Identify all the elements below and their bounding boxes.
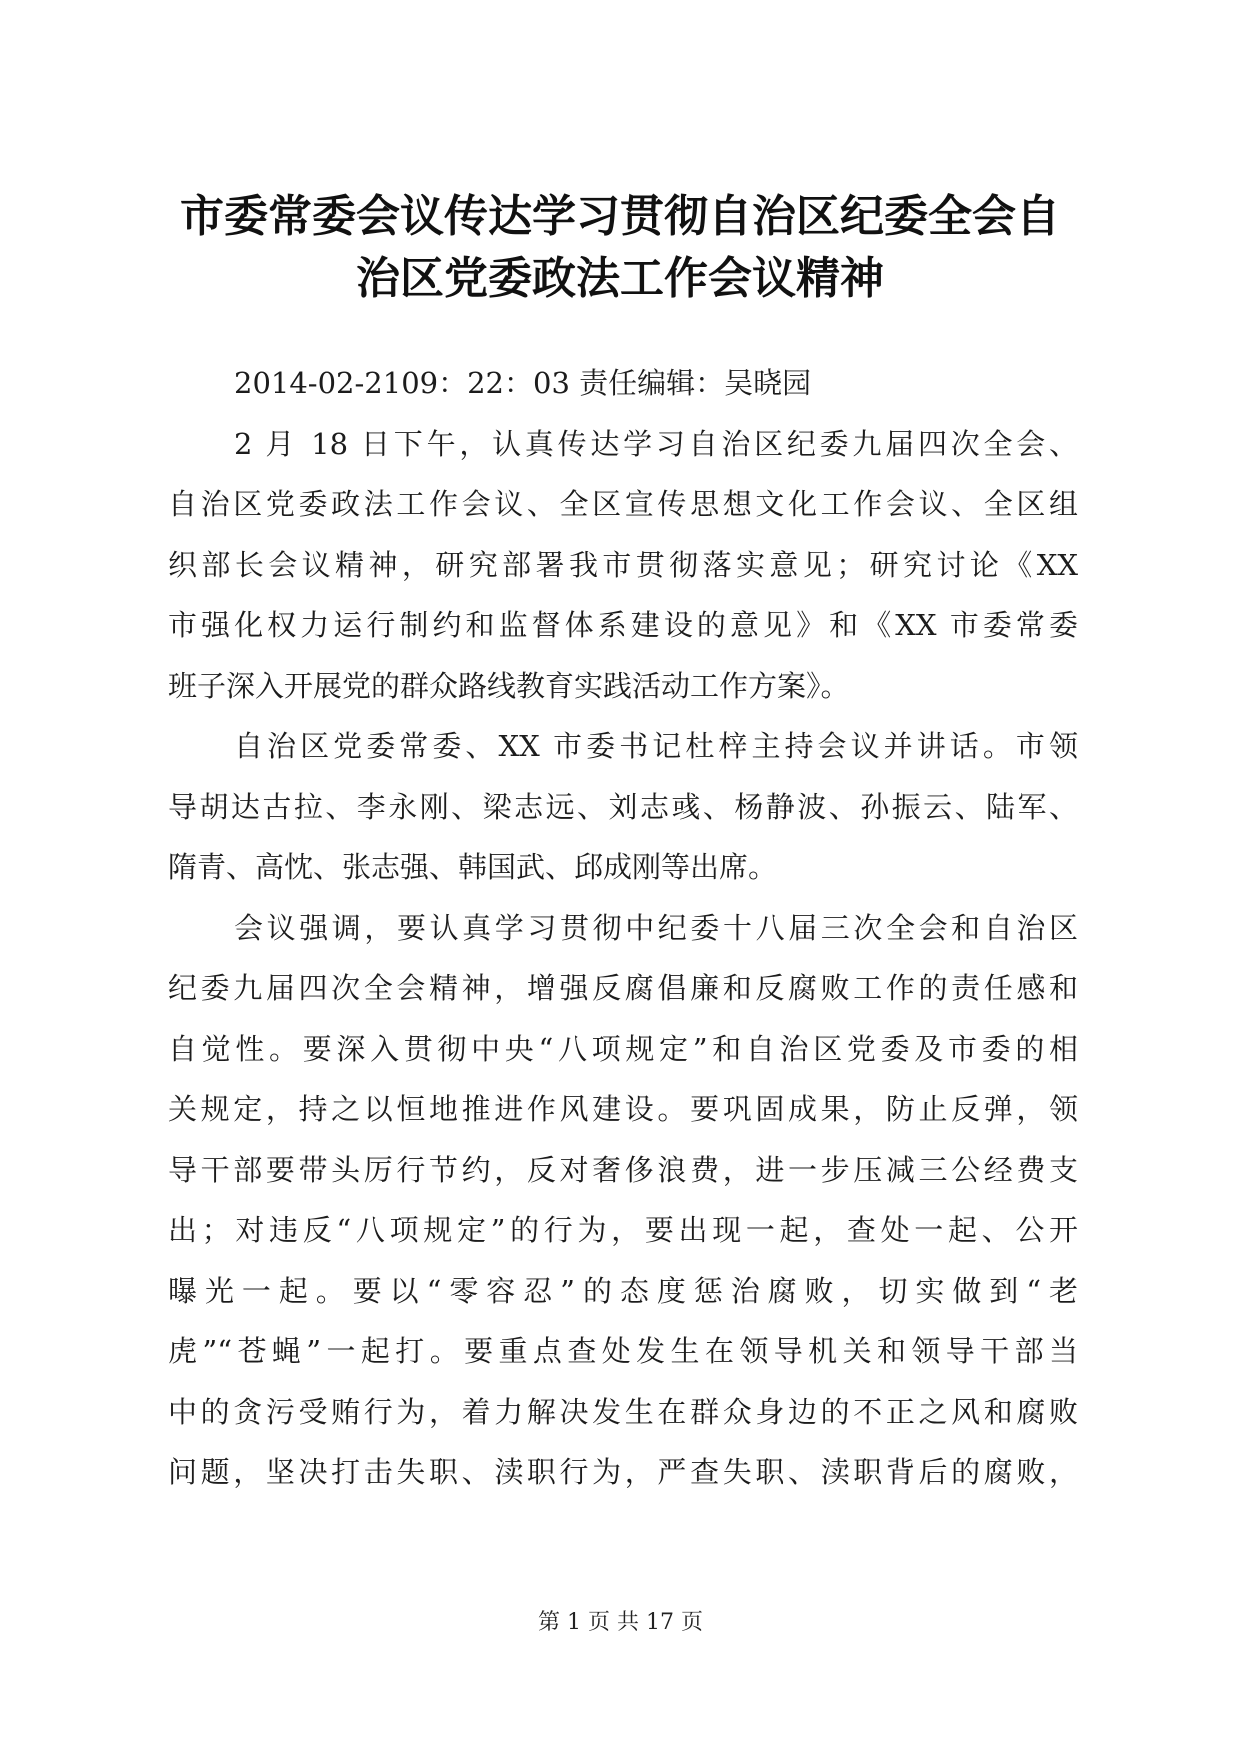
paragraph-line: 2 月 18 日下午，认真传达学习自治区纪委九届四次全会、 <box>234 426 1078 461</box>
paragraph-line: 隋青、高忱、张志强、韩国武、邱成刚等出席。 <box>168 850 778 884</box>
document-body <box>168 353 1078 1503</box>
paragraph-line: 会议强调，要认真学习贯彻中纪委十八届三次全会和自治区 <box>234 910 1078 945</box>
paragraph-line: 导干部要带头厉行节约，反对奢侈浪费，进一步压减三公经费支 <box>168 1152 1078 1187</box>
paragraph-line: 曝光一起。要以“零容忍”的态度惩治腐败，切实做到“老 <box>168 1273 1078 1308</box>
paragraph-line: 问题，坚决打击失职、渎职行为，严查失职、渎职背后的腐败， <box>168 1455 1078 1489</box>
page-footer <box>0 1605 1241 1636</box>
paragraph-line: 出；对违反“八项规定”的行为，要出现一起，查处一起、公开 <box>168 1213 1078 1247</box>
meta-line: 2014-02-2109：22：03 责任编辑：吴晓园 <box>234 366 812 400</box>
paragraph-line: 自觉性。要深入贯彻中央“八项规定”和自治区党委及市委的相 <box>168 1031 1078 1066</box>
paragraph-line: 纪委九届四次全会精神，增强反腐倡廉和反腐败工作的责任感和 <box>168 971 1078 1005</box>
paragraph-line: 虎”“苍蝇”一起打。要重点查处发生在领导机关和领导干部当 <box>168 1334 1078 1368</box>
document-title <box>150 186 1090 310</box>
title-line: 治区党委政法工作会议精神 <box>356 253 884 304</box>
paragraph-line: 中的贪污受贿行为，着力解决发生在群众身边的不正之风和腐败 <box>168 1394 1078 1429</box>
page-number: 第 1 页 共 17 页 <box>538 1610 703 1635</box>
paragraph-line: 市强化权力运行制约和监督体系建设的意见》和《XX 市委常委 <box>168 608 1078 642</box>
paragraph-line: 班子深入开展党的群众路线教育实践活动工作方案》。 <box>168 668 850 703</box>
paragraph-line: 自治区党委常委、XX 市委书记杜梓主持会议并讲话。市领 <box>234 729 1078 763</box>
paragraph-line: 自治区党委政法工作会议、全区宣传思想文化工作会议、全区组 <box>168 487 1078 521</box>
paragraph-line: 导胡达古拉、李永刚、梁志远、刘志彧、杨静波、孙振云、陆军、 <box>168 789 1078 824</box>
paragraph-line: 关规定，持之以恒地推进作风建设。要巩固成果，防止反弹，领 <box>168 1092 1078 1126</box>
paragraph-line: 织部长会议精神，研究部署我市贯彻落实意见；研究讨论《XX <box>168 547 1078 582</box>
title-line: 市委常委会议传达学习贯彻自治区纪委全会自 <box>180 191 1060 242</box>
